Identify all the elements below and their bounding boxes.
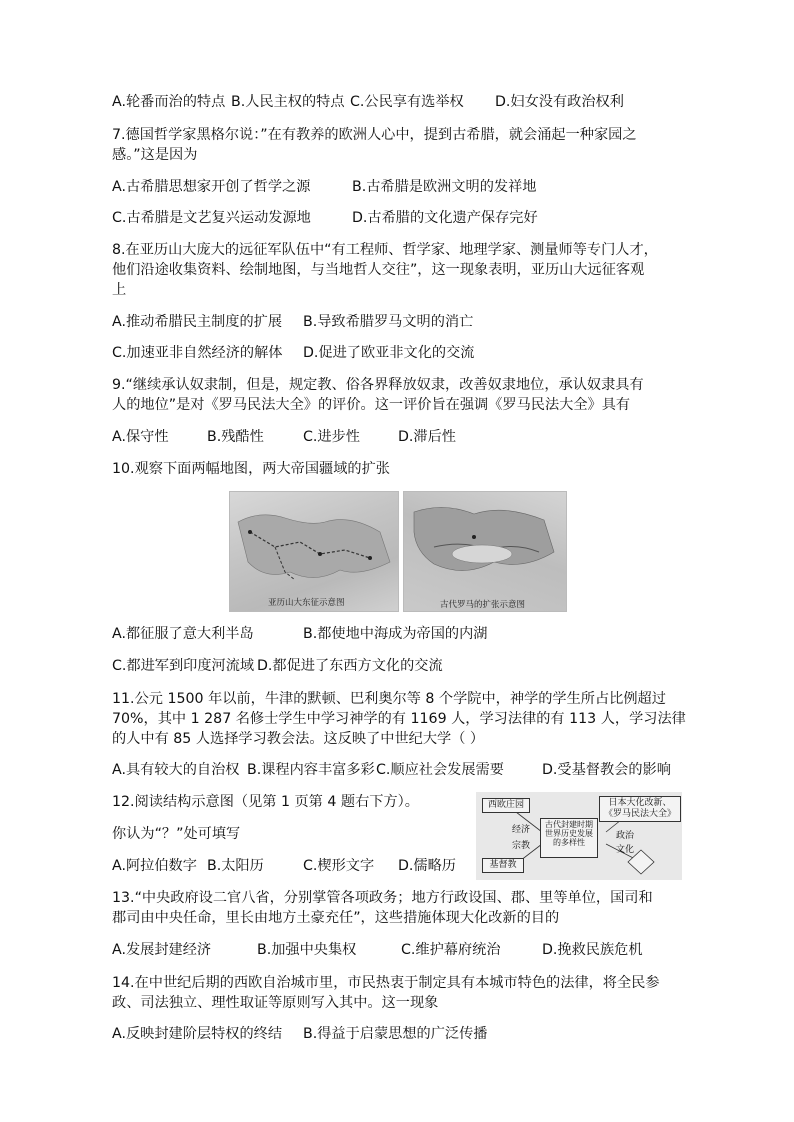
q10-option-d: D.都促进了东西方文化的交流	[257, 658, 443, 674]
q13-stem-line2: 郡司由中央任命，里长由地方土豪充任”，这些措施体现大化改新的目的	[112, 910, 560, 926]
diagram-box-manor: 西欧庄园	[482, 798, 530, 813]
q12-option-c: C.楔形文字	[303, 858, 375, 874]
q8-option-c: C.加速亚非自然经济的解体	[112, 345, 283, 361]
q11-option-b: B.课程内容丰富多彩	[247, 762, 375, 778]
diagram-label-economy: 经济	[512, 825, 531, 835]
q7-option-b: B.古希腊是欧洲文明的发祥地	[352, 179, 537, 195]
q6-option-d: D.妇女没有政治权利	[495, 94, 624, 110]
q6-option-b: B.人民主权的特点	[231, 94, 345, 110]
q14-option-a: A.反映封建阶层特权的终结	[112, 1026, 283, 1042]
diagram-box-reform-line1: 日本大化改新、	[608, 798, 672, 808]
q14-stem-line2: 政、司法独立、理性取证等原则写入其中。这一现象	[112, 995, 439, 1011]
q7-option-c: C.古希腊是文艺复兴运动发源地	[112, 210, 311, 226]
q10-option-b: B.都使地中海成为帝国的内湖	[303, 626, 488, 642]
q8-option-d: D.促进了欧亚非文化的交流	[303, 345, 475, 361]
diagram-label-politics: 政治	[616, 831, 635, 841]
q10-option-a: A.都征服了意大利半岛	[112, 626, 254, 642]
diagram-label-religion: 宗教	[512, 841, 531, 851]
q12-stem-line2: 你认为“？”处可填写	[112, 826, 241, 842]
q11-option-c: C.顺应社会发展需要	[376, 762, 504, 778]
diagram-box-reform	[599, 796, 681, 822]
structure-diagram	[476, 792, 682, 880]
rome-map-caption: 古代罗马的扩张示意图	[440, 600, 526, 610]
q13-option-d: D.挽救民族危机	[542, 942, 643, 958]
q12-option-d: D.儒略历	[398, 858, 456, 874]
q12-option-a: A.阿拉伯数字	[112, 858, 197, 874]
q6-option-c: C.公民享有选举权	[350, 94, 464, 110]
q11-option-a: A.具有较大的自治权	[112, 762, 240, 778]
q11-stem-line3: 的人中有 85 人选择学习教会法。这反映了中世纪大学（ ）	[112, 731, 485, 747]
q10-option-c: C.都进军到印度河流域	[112, 658, 255, 674]
q7-option-a: A.古希腊思想家开创了哲学之源	[112, 179, 311, 195]
q7-option-d: D.古希腊的文化遗产保存完好	[352, 210, 538, 226]
q12-option-b: B.太阳历	[207, 858, 264, 874]
q11-stem-line1: 11.公元 1500 年以前，牛津的默顿、巴利奥尔等 8 个学院中，神学的学生所占比例超过	[112, 691, 666, 707]
q14-stem-line1: 14.在中世纪后期的西欧自治城市里，市民热衷于制定具有本城市特色的法律，将全民参	[112, 975, 660, 991]
diagram-box-reform-line2: 《罗马民法大全》	[603, 809, 676, 819]
q9-option-b: B.残酷性	[207, 429, 264, 445]
rome-map	[403, 491, 567, 612]
q11-stem-line2: 70%，其中 1 287 名修士学生中学习神学的有 1169 人，学习法律的有 113 人，学习法律	[112, 711, 686, 727]
alexander-map-caption: 亚历山大东征示意图	[268, 598, 345, 608]
q8-option-b: B.导致希腊罗马文明的消亡	[303, 314, 474, 330]
q14-option-b: B.得益于启蒙思想的广泛传播	[303, 1026, 488, 1042]
diagram-box-center: 古代封建时期世界历史发展的多样性	[540, 818, 598, 858]
q8-stem-line1: 8.在亚历山大庞大的远征军队伍中“有工程师、哲学家、地理学家、测量师等专门人才，	[112, 242, 658, 258]
q13-stem-line1: 13.“中央政府设二官八省，分别掌管各项政务；地方行政设国、郡、里等单位，国司和	[112, 890, 653, 906]
q7-stem-line1: 7.德国哲学家黑格尔说：”在有教养的欧洲人心中，提到古希腊，就会涌起一种家园之	[112, 127, 637, 143]
q12-stem-line1: 12.阅读结构示意图（见第 1 页第 4 题右下方）。	[112, 794, 419, 810]
q13-option-a: A.发展封建经济	[112, 942, 212, 958]
q9-option-d: D.滞后性	[398, 429, 456, 445]
diagram-label-culture: 文化	[616, 845, 635, 855]
alexander-map	[229, 491, 399, 612]
q8-stem-line3: 上	[112, 282, 127, 298]
q8-stem-line2: 他们沿途收集资料、绘制地图，与当地哲人交往”，这一现象表明，亚历山大远征客观	[112, 262, 645, 278]
q10-stem: 10.观察下面两幅地图，两大帝国疆域的扩张	[112, 461, 390, 477]
q9-stem-line2: 人的地位”是对《罗马民法大全》的评价。这一评价旨在强调《罗马民法大全》具有	[112, 397, 631, 413]
q13-option-c: C.维护幕府统治	[401, 942, 501, 958]
q8-option-a: A.推动希腊民主制度的扩展	[112, 314, 283, 330]
q7-stem-line2: 感。”这是因为	[112, 147, 198, 163]
q11-option-d: D.受基督教会的影响	[542, 762, 671, 778]
diagram-box-christianity: 基督教	[482, 858, 524, 873]
q9-option-c: C.进步性	[303, 429, 360, 445]
q6-option-a: A.轮番而治的特点	[112, 94, 226, 110]
q13-option-b: B.加强中央集权	[257, 942, 357, 958]
q9-stem-line1: 9.“继续承认奴隶制，但是，规定教、俗各界释放奴隶，改善奴隶地位，承认奴隶具有	[112, 377, 644, 393]
q9-option-a: A.保守性	[112, 429, 169, 445]
